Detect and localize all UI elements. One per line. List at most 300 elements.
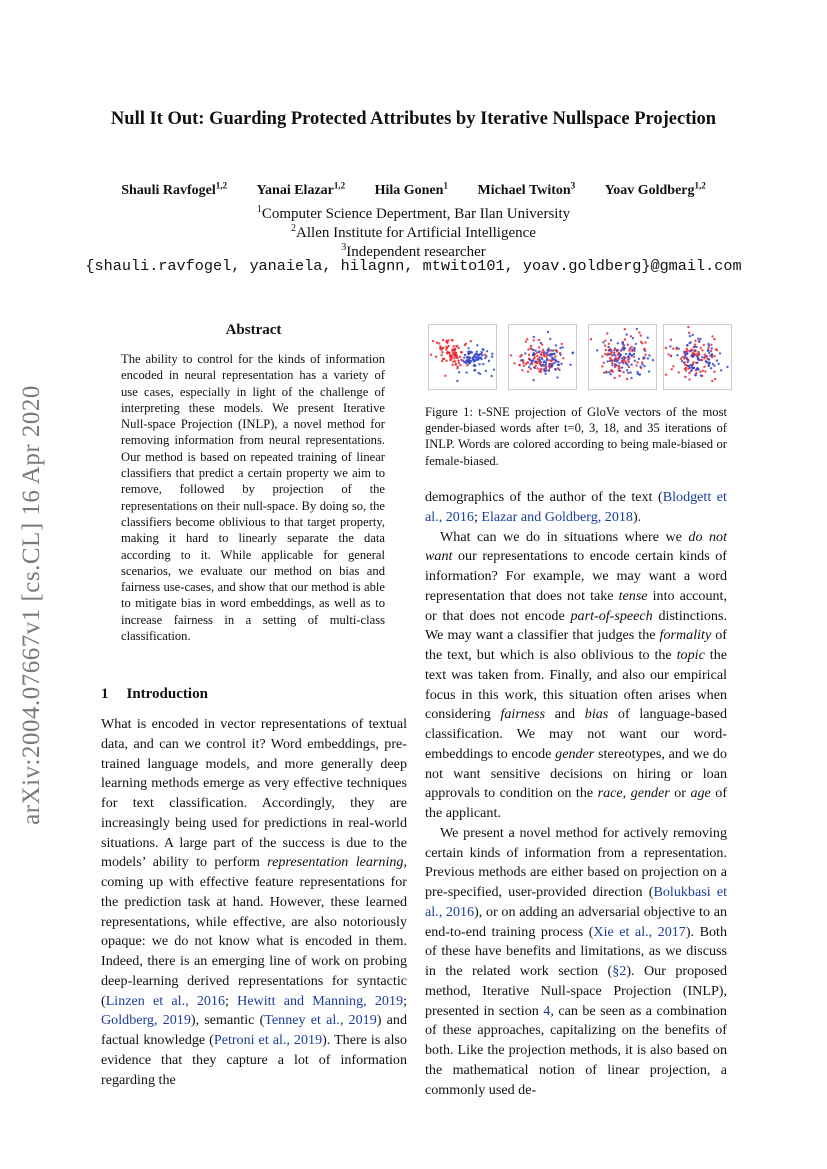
scatter-point [533,357,535,359]
scatter-point [557,364,559,366]
scatter-point [610,369,612,371]
scatter-point [468,353,470,355]
scatter-point [528,366,530,368]
paragraph: We present a novel method for actively removing certain kinds of information from a representation. Previous methods are either based on projection on a pre-specified, user-provided direction (Bolukbasi et al., 2016), or on adding an adversarial objective to an end-to-end training process (Xie et al., 2017). Both of these have benefits and limitations, as we discuss in the related work section (§2). Our proposed method, Iterative Null-space Projection (INLP), presented in section 4, can be seen as a combination of these approaches, capitalizing on the benefits of both. Like the projection methods, it is also based on the mathematical notion of linear projection, a commonly used de- [425,824,728,1098]
scatter-point [698,340,700,342]
scatter-point [698,352,700,354]
scatter-point [456,367,458,369]
scatter-point [707,347,709,349]
scatter-point [615,358,617,360]
scatter-point [601,355,603,357]
scatter-point [623,344,625,346]
scatter-point [430,354,432,356]
scatter-point [440,354,442,356]
scatter-point [697,338,699,340]
scatter-point [521,369,523,371]
scatter-point [627,355,629,357]
scatter-point [546,351,548,353]
scatter-point [547,331,549,333]
scatter-point [491,375,493,377]
scatter-point [713,338,715,340]
scatter-point [464,354,466,356]
scatter-point [628,366,630,368]
scatter-point [524,352,526,354]
scatter-point [541,358,543,360]
scatter-point [448,352,450,354]
scatter-point [643,349,645,351]
scatter-point [540,368,542,370]
scatter-point [480,351,482,353]
scatter-point [694,354,696,356]
scatter-point [713,355,715,357]
scatter-point [476,351,478,353]
scatter-point [536,355,538,357]
scatter-point [642,357,644,359]
scatter-point [626,378,628,380]
scatter-point [622,360,624,362]
scatter-point [453,357,455,359]
scatter-point [701,359,703,361]
scatter-point [718,363,720,365]
scatter-point [636,328,638,330]
scatter-point [510,354,512,356]
scatter-point [641,342,643,344]
scatter-point [531,348,533,350]
scatter-point [628,350,630,352]
scatter-point [611,364,613,366]
scatter-point [630,335,632,337]
scatter-point [532,354,534,356]
scatter-point [482,349,484,351]
scatter-point [701,356,703,358]
author: Shauli Ravfogel$^{1,2}$ [121,180,227,198]
scatter-point [635,364,637,366]
scatter-point [519,364,521,366]
scatter-point [618,362,620,364]
scatter-point [644,341,646,343]
scatter-point [616,350,618,352]
scatter-point [683,351,685,353]
scatter-point [710,344,712,346]
scatter-point [541,365,543,367]
scatter-point [535,362,537,364]
section-heading: 1 Introduction [101,686,208,702]
citation-link[interactable]: Blodgett et al., 2016 [425,489,727,525]
scatter-point [701,349,703,351]
scatter-point [471,351,473,353]
scatter-point [692,363,694,365]
scatter-point [622,371,624,373]
scatter-point [555,360,557,362]
scatter-point [469,357,471,359]
tsne-panel [663,324,732,390]
scatter-point [554,355,556,357]
scatter-point [539,362,541,364]
scatter-point [445,360,447,362]
scatter-point [710,367,712,369]
scatter-point [455,345,457,347]
author-emails[interactable]: {shauli.ravfogel, yanaiela, hilagnn, mtwito101, yoav.goldberg}@gmail.com [85,257,742,275]
scatter-point [569,364,571,366]
scatter-point [613,349,615,351]
scatter-point [459,356,461,358]
scatter-point [647,337,649,339]
scatter-point [454,354,456,356]
scatter-point [684,376,686,378]
scatter-point [532,379,534,381]
scatter-point [590,338,592,340]
scatter-point [486,350,488,352]
scatter-point [562,357,564,359]
scatter-point [444,375,446,377]
scatter-point [467,360,469,362]
scatter-point [619,370,621,372]
scatter-point [637,373,639,375]
scatter-point [458,347,460,349]
scatter-point [432,340,434,342]
scatter-point [704,370,706,372]
scatter-point [676,354,678,356]
scatter-point [468,347,470,349]
intro-left-column: What is encoded in vector representations of textual data, and can we control it? Word embeddings, pre-trained language models, and more generally deep learning methods emerge as very effective techniques for text classification. Accordingly, they are increasingly being used for predictions in real-world situations. A large part of the success is due to the models’ ability to perform representation learning, coming up with effective feature representations for the prediction task at hand. However, these learned representations, while effective, are also notoriously opaque: we do not know what is encoded in them. Indeed, there is an emerging line of work on probing deep-learning derived representations for syntactic (Linzen et al., 2016; Hewitt and Manning, 2019; Goldberg, 2019), semantic (Tenney et al., 2019) and factual knowledge (Petroni et al., 2019). There is also evidence that they capture a lot of information regarding the [101,716,408,1088]
scatter-point [681,360,683,362]
scatter-point [535,365,537,367]
scatter-point [606,354,608,356]
scatter-point [603,372,605,374]
scatter-point [491,353,493,355]
tsne-panel [428,324,497,390]
citation-link[interactable]: Xie et al., 2017 [593,923,686,940]
scatter-point [670,339,672,341]
scatter-point [535,350,537,352]
scatter-point [684,361,686,363]
scatter-point [624,338,626,340]
scatter-point [522,360,524,362]
scatter-point [541,351,543,353]
scatter-point [707,343,709,345]
scatter-point [622,362,624,364]
scatter-point [708,362,710,364]
scatter-point [638,331,640,333]
scatter-point [601,365,603,367]
scatter-point [607,360,609,362]
scatter-point [458,362,460,364]
citation-link[interactable]: Goldberg, 2019 [101,1012,191,1029]
scatter-point [554,349,556,351]
scatter-point [617,342,619,344]
scatter-point [513,362,515,364]
scatter-point [529,363,531,365]
scatter-point [691,354,693,356]
scatter-point [610,373,612,375]
abstract-heading: Abstract [225,322,282,338]
scatter-point [720,369,722,371]
scatter-point [711,347,713,349]
scatter-point [618,365,620,367]
scatter-point [441,360,443,362]
scatter-point [541,354,543,356]
scatter-point [624,360,626,362]
scatter-point [457,360,459,362]
citation-link[interactable]: Linzen et al., 2016 [105,992,226,1009]
scatter-point [460,351,462,353]
scatter-point [611,351,613,353]
abstract-text: The ability to control for the kinds of information encoded in neural representation has a variety of use cases, especially in light of the challenge of interpreting these models. We present Iterative Null-space Projection (INLP), a novel method for removing information from neural representations. Our method is based on repeated training of linear classifiers that predict a certain property we aim to remove, followed by projection of the representations on their null-space. By doing so, the classifiers become oblivious to that target property, making it hard to linearly separate the data according to it. While applicable for general scenarios, we evaluate our method on bias and fairness use-cases, and show that our method is able to mitigate bias in word embeddings, as well as to increase fairness in a setting of multi-class classification. [121,352,385,644]
scatter-point [544,373,546,375]
scatter-point [630,377,632,379]
scatter-point [695,362,697,364]
scatter-point [688,332,690,334]
scatter-point [643,365,645,367]
scatter-point [696,368,698,370]
scatter-point [544,367,546,369]
scatter-point [695,346,697,348]
scatter-point [482,363,484,365]
scatter-point [476,344,478,346]
scatter-point [603,362,605,364]
scatter-point [477,372,479,374]
scatter-point [525,340,527,342]
scatter-point [551,353,553,355]
scatter-point [686,344,688,346]
scatter-point [488,360,490,362]
scatter-point [548,363,550,365]
scatter-point [630,371,632,373]
scatter-point [562,346,564,348]
scatter-point [534,367,536,369]
scatter-point [711,354,713,356]
author: Yoav Goldberg$^{1,2}$ [604,180,706,198]
scatter-point [542,349,544,351]
scatter-point [680,358,682,360]
scatter-point [713,371,715,373]
scatter-point [559,354,561,356]
scatter-point [636,361,638,363]
scatter-point [689,335,691,337]
citation-link[interactable]: Elazar and Goldberg, 2018 [481,508,633,525]
scatter-point [672,365,674,367]
scatter-point [703,344,705,346]
scatter-point [608,343,610,345]
scatter-point [466,364,468,366]
scatter-point [442,358,444,360]
scatter-point [622,342,624,344]
author: Hila Gonen$^1$ [374,180,448,198]
scatter-point [555,344,557,346]
scatter-point [634,360,636,362]
scatter-point [691,369,693,371]
citation-link[interactable]: Petroni et al., 2019 [213,1032,323,1048]
scatter-point [551,364,553,366]
scatter-point [459,364,461,366]
scatter-point [538,346,540,348]
scatter-point [716,359,718,361]
scatter-point [454,348,456,350]
scatter-point [610,339,612,341]
scatter-point [493,369,495,371]
scatter-point [648,354,650,356]
scatter-point [647,357,649,359]
scatter-point [525,363,527,365]
tsne-panel [588,324,657,390]
scatter-point [530,345,532,347]
scatter-point [640,334,642,336]
scatter-point [543,365,545,367]
section-ref-link[interactable]: 4 [543,1002,551,1019]
tsne-scatter [508,324,577,390]
scatter-point [531,361,533,363]
scatter-point [638,358,640,360]
scatter-point [550,360,552,362]
scatter-point [479,353,481,355]
scatter-point [633,353,635,355]
scatter-point [623,356,625,358]
scatter-point [532,339,534,341]
scatter-point [553,353,555,355]
scatter-point [436,341,438,343]
scatter-point [480,358,482,360]
scatter-point [491,356,493,358]
figure-1 [425,322,727,402]
arxiv-stamp: arXiv:2004.07667v1 [cs.CL] 16 Apr 2020 [18,385,45,825]
scatter-point [438,342,440,344]
scatter-point [613,377,615,379]
scatter-point [669,345,671,347]
scatter-point [527,371,529,373]
scatter-point [629,352,631,354]
scatter-point [440,347,442,349]
scatter-point [628,361,630,363]
scatter-point [625,353,627,355]
scatter-point [633,356,635,358]
scatter-point [446,342,448,344]
paragraph: What can we do in situations where we do not want our representations to encode certain kinds of information? For example, we may want a word representation that does not take tense into account, or that does not encode part-of-speech distinctions. We may want a classifier that judges the formality of the text, but which is also oblivious to the topic the text was taken from. Finally, and also our empirical focus in this work, this situation often arises when considering fairness and bias of language-based classification. We may not want our word-embeddings to encode gender stereotypes, and we do not want sensitive decisions on hiring or loan approvals to condition on the race, gender or age of the applicant. [425,528,728,821]
scatter-point [442,339,444,341]
scatter-point [692,352,694,354]
scatter-point [541,343,543,345]
scatter-point [644,354,646,356]
scatter-point [543,370,545,372]
scatter-point [560,363,562,365]
citation-link[interactable]: Hewitt and Manning, 2019 [237,992,404,1009]
scatter-point [703,366,705,368]
scatter-point [719,352,721,354]
scatter-point [684,364,686,366]
scatter-point [670,355,672,357]
scatter-point [688,378,690,380]
scatter-point [711,335,713,337]
scatter-point [687,326,689,328]
figure-1-caption: Figure 1: t-SNE projection of GloVe vectors of the most gender-biased words after t=0, 3, 18, and 35 iterations of INLP. Words are colored according to being male-biased or female-biased. [425,405,727,468]
tsne-scatter [663,324,732,390]
scatter-point [695,372,697,374]
scatter-point [616,360,618,362]
scatter-point [699,338,701,340]
scatter-point [556,376,558,378]
scatter-point [478,363,480,365]
scatter-point [485,370,487,372]
scatter-point [686,353,688,355]
scatter-point [621,366,623,368]
scatter-point [527,349,529,351]
citation-link[interactable]: Tenney et al., 2019 [264,1012,377,1029]
paragraph: demographics of the author of the text (Blodgett et al., 2016; Elazar and Goldberg, 2018). [425,489,727,525]
scatter-point [627,372,629,374]
affiliation: $^1$Computer Science Depertment, Bar Ilan University [256,204,571,222]
scatter-point [557,367,559,369]
scatter-point [678,371,680,373]
section-ref-link[interactable]: §2 [612,963,627,979]
scatter-point [536,352,538,354]
scatter-point [707,350,709,352]
scatter-point [665,374,667,376]
scatter-point [537,358,539,360]
scatter-point [549,367,551,369]
scatter-point [715,348,717,350]
scatter-point [547,348,549,350]
scatter-point [523,365,525,367]
scatter-point [608,353,610,355]
scatter-point [538,339,540,341]
scatter-point [618,352,620,354]
scatter-point [690,349,692,351]
scatter-point [454,360,456,362]
scatter-point [708,358,710,360]
author: Yanai Elazar$^{1,2}$ [256,180,346,198]
scatter-point [626,369,628,371]
scatter-point [545,361,547,363]
scatter-point [630,346,632,348]
scatter-point [688,365,690,367]
scatter-point [549,338,551,340]
scatter-point [460,359,462,361]
scatter-point [627,344,629,346]
scatter-point [630,363,632,365]
scatter-point [571,352,573,354]
scatter-point [477,357,479,359]
scatter-point [694,340,696,342]
scatter-point [473,364,475,366]
tsne-scatter [588,324,657,390]
affiliation: $^3$Independent researcher [341,242,486,260]
scatter-point [606,371,608,373]
scatter-point [714,378,716,380]
scatter-point [710,350,712,352]
scatter-point [451,339,453,341]
scatter-point [613,352,615,354]
scatter-point [530,368,532,370]
scatter-point [611,362,613,364]
scatter-point [602,341,604,343]
scatter-point [688,342,690,344]
tsne-panel [508,324,577,390]
scatter-point [625,333,627,335]
scatter-point [451,349,453,351]
scatter-point [726,366,728,368]
scatter-point [463,357,465,359]
scatter-point [543,355,545,357]
scatter-point [632,337,634,339]
scatter-point [614,354,616,356]
paper-title: Null It Out: Guarding Protected Attributes by Iterative Nullspace Projection [110,109,717,129]
scatter-point [533,336,535,338]
intro-right-column [425,488,727,1100]
scatter-point [596,349,598,351]
scatter-point [665,347,667,349]
scatter-point [606,332,608,334]
citation-link[interactable]: Bolukbasi et al., 2016 [425,884,727,920]
scatter-point [619,355,621,357]
